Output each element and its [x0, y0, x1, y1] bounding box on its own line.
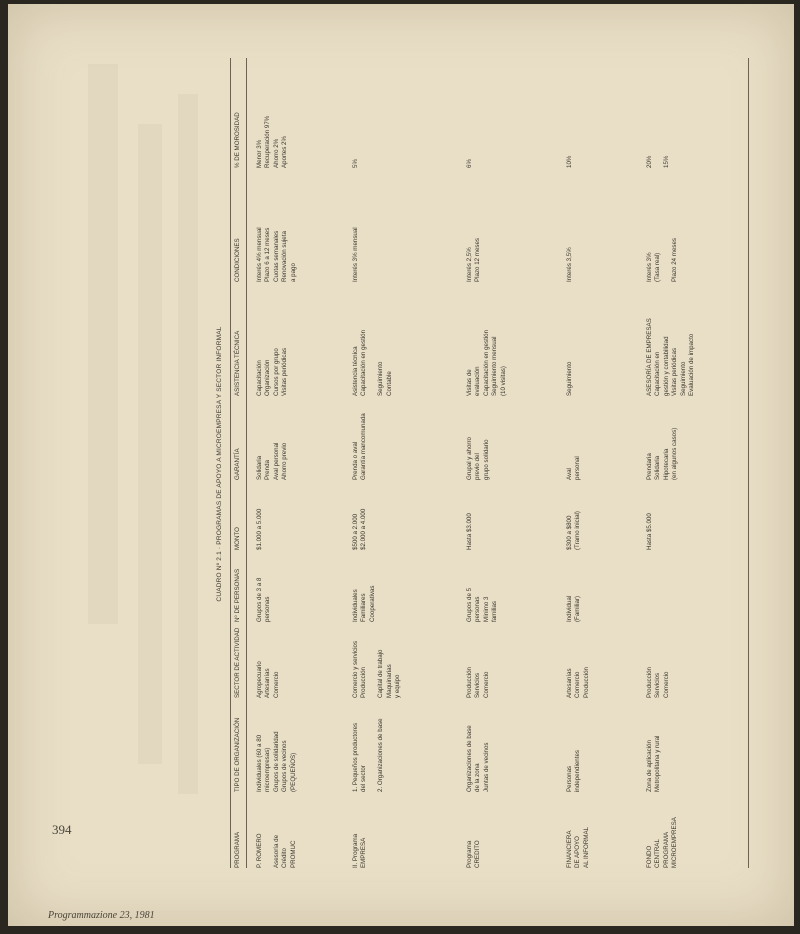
header-condiciones: CONDICIONES: [234, 238, 241, 282]
row3-amount: Hasta $3.000: [466, 513, 473, 550]
header-garantia: GARANTÍA: [234, 448, 241, 480]
row1-org: Individuales (60 a 80 microempresas) Grupos de solidaridad Grupos de vecinos (PEQUEÑOS): [256, 731, 297, 792]
row5-org: Zona de aplicación Metropolitana y rural: [646, 735, 662, 792]
header-tipo: TIPO DE ORGANIZACIÓN: [234, 717, 241, 792]
row2-guarantee: Prenda o aval Garantía mancomunada: [352, 413, 368, 480]
row3-org: Organizaciones de base de la zona Juntas de vecinos: [466, 725, 490, 792]
header-personas: Nº DE PERSONAS: [234, 568, 241, 622]
header-asistencia: ASISTENCIA TÉCNICA: [234, 330, 241, 396]
row4-tech: Seguimiento: [566, 361, 573, 396]
row5-cond: Interés 3% (Tasa real) Plazo 24 meses: [646, 237, 679, 282]
row3-tech: Visitas de evaluación Capacitación en gestión Seguimiento mensual (10 visitas): [466, 329, 507, 396]
header-morosidad: % DE MOROSIDAD: [234, 112, 241, 168]
row3-people: Grupos de 5 personas Mínimo 3 familias: [466, 587, 499, 622]
row4-org: Personas independientes: [566, 750, 582, 792]
row1-cond: Interés 4% mensual Plazo 6 a 12 meses Cuotas semanales Renovación sujeta a pago: [256, 227, 297, 282]
rotated-table: [216, 54, 756, 874]
row2-mora: 5%: [352, 159, 359, 168]
row2-program: II. Programa EMPRESA: [352, 833, 368, 868]
row4-mora: 10%: [566, 155, 573, 168]
page-number: 394: [52, 822, 72, 837]
row5-tech: ASESORÍA DE EMPRESAS Capacitación en gestión y contabilidad Visitas periódicas Seguimiento Evaluación de impacto: [646, 318, 696, 396]
row5-sector: Producción Servicios Comercio: [646, 667, 670, 698]
row3-cond: Interés 2,5% Plazo 12 meses: [466, 237, 482, 282]
row1-amount: $1.000 a 5.000: [256, 508, 263, 550]
header-monto: MONTO: [234, 527, 241, 550]
row4-people: Individual (Familiar): [566, 595, 582, 622]
row2-sector: Comercio y servicios Producción Capital de trabajo Maquinarias y equipo: [352, 640, 402, 698]
row4-amount: $300 a $800 (Tramo inicial): [566, 511, 582, 550]
header-sector: SECTOR DE ACTIVIDAD: [234, 627, 241, 698]
row3-program: Programa CREDITO: [466, 840, 482, 868]
row4-guarantee: Aval personal: [566, 456, 582, 480]
row2-people: Individuales Familiares Cooperativas: [352, 585, 376, 622]
row1-mora: Menor 3% Recuperación 97% Ahorro 2% Aportes 2%: [256, 115, 289, 168]
row3-guarantee: Grupal y ahorro previo del grupo solidario: [466, 437, 490, 480]
row2-tech: Asistencia técnica Capacitación en gestión Seguimiento Contable: [352, 329, 393, 396]
row1-program: P. ROMERO Asesoría de Crédito PROMUC: [256, 833, 297, 868]
row1-people: Grupos de 3 a 8 personas: [256, 577, 272, 622]
row4-cond: Interés 3,5%: [566, 247, 573, 282]
header-programa: PROGRAMA: [234, 831, 241, 868]
table-title: CUADRO Nº 2.1 · PROGRAMAS DE APOYO A MICROEMPRESA Y SECTOR INFORMAL: [216, 326, 223, 602]
row4-sector: Artesanías Comercio Producción: [566, 667, 590, 698]
row5-mora: 20% 15%: [646, 155, 670, 168]
footer-citation: Programmazione 23, 1981: [48, 910, 155, 921]
row1-sector: Agropecuario Artesanías Comercio: [256, 661, 280, 698]
row2-cond: Interés 3% mensual: [352, 227, 359, 282]
row2-org: 1. Pequeños productores del sector 2. Organizaciones de base: [352, 718, 385, 792]
row5-amount: Hasta $5.000: [646, 513, 653, 550]
row1-guarantee: Solidaria Prenda Aval personal Ahorro previo: [256, 442, 289, 480]
row2-amount: $500 a 2.000 $2.000 a 4.000: [352, 508, 368, 550]
row5-guarantee: Prendaria Solidaria Hipotecaria (en algunos casos): [646, 427, 679, 480]
row3-sector: Producción Servicios Comercio: [466, 667, 490, 698]
row5-program: FONDO CENTRAL PROGRAMA MICROEMPRESA: [646, 817, 679, 868]
row1-tech: Capacitación Organización Cursos por grupo Visitas periódicas: [256, 347, 289, 396]
row4-program: FINANCIERA DE APOYO AL INFORMAL: [566, 826, 590, 868]
row3-mora: 6%: [466, 159, 473, 168]
